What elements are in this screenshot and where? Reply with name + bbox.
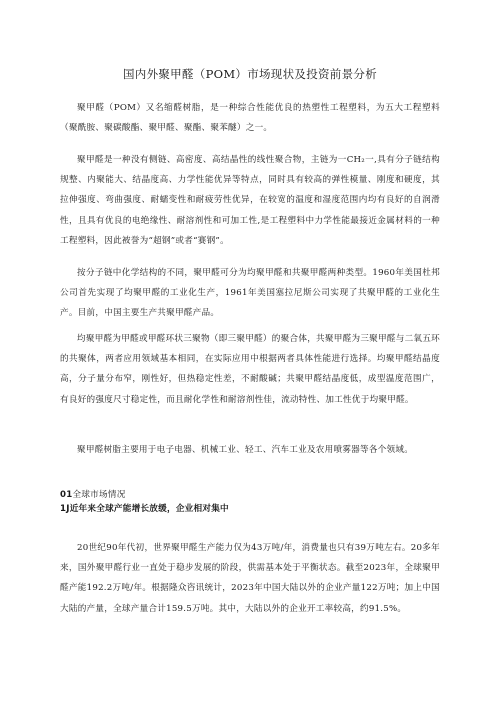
section-heading-number: 01 — [60, 490, 73, 500]
paragraph-comparison: 均聚甲醛为甲醛或甲醛环状三聚物（即三聚甲醛）的聚合体，共聚甲醛为三聚甲醛与二氧五环的共聚体，两者应用领域基本相同，在实际应用中根据两者具体性能进行选择。均聚甲醛结晶度高，分子量分布窄，刚性好，但热稳定性差，不耐酸碱；共聚甲醛结晶度低，成型温度范围广，有良好的强度尺寸稳定性，而且耐化学性和耐溶剂性佳，流动特性、加工性优于均聚甲醛。 — [60, 334, 440, 405]
paragraph-capacity: 20世纪90年代初，世界聚甲醛生产能力仅为43万吨/年，消费量也只有39万吨左右。20多年来，国外聚甲醛行业一直处于稳步发展的阶段，供需基本处于平衡状态。截至2023年，全球聚甲醛产能192.2万吨/年。根据隆众咨讯统计，2023年中国大陆以外的企业产量122万吨；加上中国大陆的产量，全球产量合计159.5万吨。其中，大陆以外的企业开工率较高，约91.5%。 — [60, 543, 440, 614]
document-title: 国内外聚甲醛（POM）市场现状及投资前景分析 — [122, 67, 378, 81]
subsection-heading-number: 1J — [60, 504, 70, 514]
paragraph-structure: 聚甲醛是一种没有侧链、高密度、高结晶性的线性聚合物，主链为一CH₂一,具有分子链结构规整、内聚能大、结晶度高、力学性能优异等特点，同时具有较高的弹性模量、刚度和硬度，其拉伸强度、弯曲强度、耐蠕变性和耐疲劳性优异，在较宽的温度和湿度范围内均有良好的自润滑性，且具有优良的电绝缘性、耐溶剂性和可加工性,是工程塑料中力学性能最接近金属材料的一种工程塑料，因此被誉为“超钢”或者“赛钢”。 — [60, 155, 440, 246]
subsection-heading-text: 近年来全球产能增长放缓，企业相对集中 — [69, 504, 229, 514]
paragraph-types: 按分子链中化学结构的不同，聚甲醛可分为均聚甲醛和共聚甲醛两种类型。1960年美国杜邦公司首先实现了均聚甲醛的工业化生产，1961年美国塞拉尼斯公司实现了共聚甲醛的工业化生产。目前，中国主要生产共聚甲醛产品。 — [60, 268, 440, 319]
paragraph-applications: 聚甲醛树脂主要用于电子电器、机械工业、轻工、汽车工业及农用喷雾器等各个领域。 — [77, 445, 414, 455]
paragraph-intro: 聚甲醛（POM）又名缩醛树脂，是一种综合性能优良的热塑性工程塑料，为五大工程塑料（聚酰胺、聚碳酸酯、聚甲醛、聚酯、聚苯醚）之一。 — [60, 103, 440, 134]
section-heading — [60, 489, 440, 502]
section-heading-text: 全球市场情况 — [72, 490, 126, 500]
subsection-heading — [60, 503, 440, 516]
